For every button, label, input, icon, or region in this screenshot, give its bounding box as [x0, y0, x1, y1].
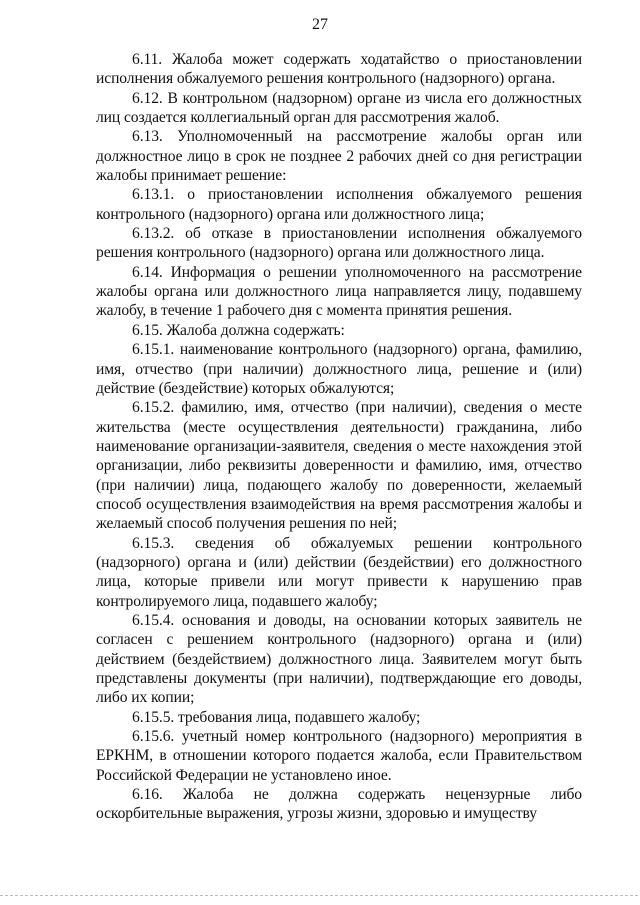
- paragraph-6-15-3: 6.15.3. сведения об обжалуемых решении контрольного (надзорного) органа и (или) действии (бездействии) его должностного лица, которые привели или могут привести к нарушению прав контролируемого лица, подавшего жалобу;: [96, 534, 582, 610]
- document-body: [96, 50, 582, 824]
- paragraph-6-15-5: 6.15.5. требования лица, подавшего жалобу;: [132, 708, 421, 726]
- paragraph-6-12: 6.12. В контрольном (надзорном) органе из числа его должностных лиц создается коллегиальный орган для рассмотрения жалоб.: [96, 89, 582, 127]
- paragraph-6-13-1: 6.13.1. о приостановлении исполнения обжалуемого решения контрольного (надзорного) органа или должностного лица;: [96, 186, 582, 223]
- paragraph-6-14: 6.14. Информация о решении уполномоченного на рассмотрение жалобы органа или должностного лица направляется лицу, подавшему жалобу, в течение 1 рабочего дня с момента принятия решения.: [96, 263, 582, 320]
- paragraph-6-15-6: 6.15.6. учетный номер контрольного (надзорного) мероприятия в ЕРКНМ, в отношении которого подается жалоба, если Правительством Российской Федерации не установлено иное.: [96, 728, 582, 784]
- paragraph-6-15-4: 6.15.4. основания и доводы, на основании которых заявитель не согласен с решением контрольного (надзорного) органа и (или) действием (бездействием) должностного лица. Заявителем могут быть представлены документы (при наличии), подтверждающие его доводы, либо их копии;: [96, 611, 582, 707]
- paragraph-6-13-2: 6.13.2. об отказе в приостановлении исполнения обжалуемого решения контрольного (надзорного) органа или должностного лица.: [96, 225, 582, 262]
- paragraph-6-15: 6.15. Жалоба должна содержать:: [132, 321, 345, 339]
- paragraph-6-16: 6.16. Жалоба не должна содержать нецензурные либо оскорбительные выражения, угрозы жизни, здоровью и имуществу: [96, 786, 582, 823]
- page-number: 27: [312, 16, 328, 33]
- paragraph-6-11: 6.11. Жалоба может содержать ходатайство о приостановлении исполнения обжалуемого решения контрольного (надзорного) органа.: [96, 51, 582, 88]
- scan-edge-divider: [0, 895, 640, 896]
- paragraph-6-15-2: 6.15.2. фамилию, имя, отчество (при наличии), сведения о месте жительства (месте осуществления деятельности) гражданина, либо наименование организации-заявителя, сведения о месте нахождения этой организации, либо реквизиты доверенности и фамилию, имя, отчество (при наличии) лица, подающего жалобу по доверенности, желаемый способ осуществления взаимодействия на время рассмотрения жалобы и желаемый способ получения решения по ней;: [96, 399, 582, 533]
- paragraph-6-15-1: 6.15.1. наименование контрольного (надзорного) органа, фамилию, имя, отчество (при наличии) должностного лица, решение и (или) действие (бездействие) которых обжалуются;: [96, 341, 582, 397]
- paragraph-6-13: 6.13. Уполномоченный на рассмотрение жалобы орган или должностное лицо в срок не позднее 2 рабочих дней со дня регистрации жалобы принимает решение:: [96, 128, 582, 185]
